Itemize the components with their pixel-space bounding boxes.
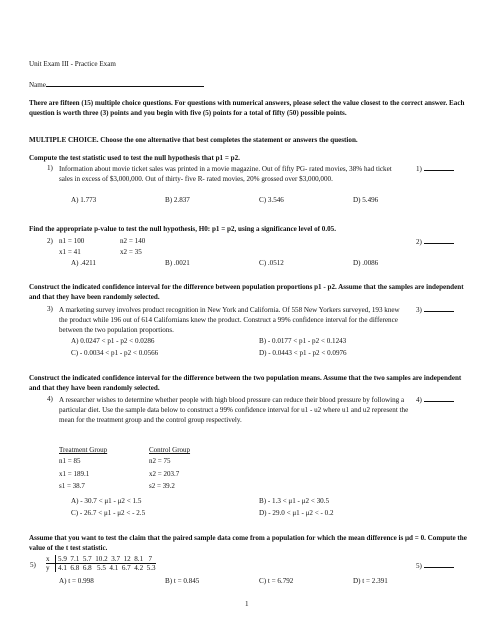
- q3-choice-d[interactable]: D) - 0.0443 < p1 - p2 < 0.0976: [259, 349, 347, 357]
- q2-choice-d[interactable]: D) .0086: [353, 259, 379, 267]
- table-row: [57, 465, 192, 478]
- q4-data-table: [57, 446, 192, 490]
- q5-paired-data: [46, 555, 156, 572]
- table-cell-s1: s1 = 38.7: [59, 482, 85, 490]
- name-label: Name: [29, 81, 46, 89]
- q4-answer-number: 4): [416, 396, 422, 404]
- exam-title: Unit Exam III - Practice Exam: [29, 60, 116, 68]
- section-3-heading: Construct the indicated confidence interval for the difference between population proportions p1 - p2. Assume that the samples are independent and that they have been randomly selected.: [29, 283, 464, 301]
- table-row: [57, 478, 192, 490]
- name-line: [29, 80, 204, 89]
- q3-answer-number: 3): [416, 306, 422, 314]
- q1-answer-blank[interactable]: [424, 164, 454, 171]
- q1-number: 1): [47, 164, 53, 172]
- section-5-heading: Assume that you want to test the claim that the paired sample data come from a population for which the mean difference is μd = 0. Compute the value of the t test statistic.: [29, 534, 467, 552]
- q5-answer-blank[interactable]: [424, 561, 454, 568]
- q2-answer-number: 2): [416, 238, 422, 246]
- q2-x1: x1 = 41: [59, 248, 81, 256]
- q3-choice-c[interactable]: C) - 0.0034 < p1 - p2 < 0.0566: [71, 349, 159, 357]
- q5-choice-c[interactable]: C) t = 6.792: [259, 577, 294, 585]
- table-header-row: [57, 446, 192, 454]
- q5-choice-a[interactable]: A) t = 0.998: [59, 577, 94, 585]
- q3-number: 3): [47, 305, 53, 313]
- q5-x-label: x: [46, 555, 56, 563]
- q4-answer-blank[interactable]: [424, 395, 454, 402]
- q4-choice-c[interactable]: C) - 26.7 < μ1 - μ2 < - 2.5: [71, 509, 146, 517]
- q1-choice-d[interactable]: D) 5.496: [353, 196, 379, 204]
- q4-choice-a[interactable]: A) - 30.7 < μ1 - μ2 < 1.5: [71, 497, 142, 505]
- q3-choice-b[interactable]: B) - 0.0177 < p1 - p2 < 0.1243: [259, 337, 347, 345]
- q2-answer-blank[interactable]: [424, 237, 454, 244]
- q5-y-row: [46, 564, 156, 572]
- name-field[interactable]: [46, 80, 204, 87]
- table-cell-n2: n2 = 75: [149, 457, 171, 465]
- q2-choice-a[interactable]: A) .4211: [71, 259, 96, 267]
- q1-text: Information about movie ticket sales was printed in a movie magazine. Out of fifty PG- rated movies, 38% had ticket sales in excess of $3,000,000. Out of thirty- five R- rated movies, 20% grossed over $3,000,000.: [59, 165, 392, 183]
- mc-instructions: MULTIPLE CHOICE. Choose the one alternative that best completes the statement or answers the question.: [29, 136, 358, 144]
- section-1-heading: Compute the test statistic used to test the null hypothesis that p1 = p2.: [29, 154, 240, 162]
- q2-number: 2): [47, 237, 53, 245]
- section-4-heading: Construct the indicated confidence interval for the difference between the two population means. Assume that the two samples are independent and that they have been randomly selected.: [29, 374, 462, 392]
- q5-choice-d[interactable]: D) t = 2.391: [353, 577, 388, 585]
- q4-choice-d[interactable]: D) - 29.0 < μ1 - μ2 < - 0.2: [259, 509, 334, 517]
- q1-choice-c[interactable]: C) 3.546: [259, 196, 284, 204]
- q4-number: 4): [47, 395, 53, 403]
- q4-choice-b[interactable]: B) - 1.3 < μ1 - μ2 < 30.5: [259, 497, 329, 505]
- q1-answer-number: 1): [416, 165, 422, 173]
- q2-choice-c[interactable]: C) .0512: [259, 259, 284, 267]
- intro-instructions: There are fifteen (15) multiple choice questions. For questions with numerical answers, please select the value closest to the correct answer. Each question is worth three (3) points and you begin with five (5) points for a total of fifty (50) possible points.: [29, 99, 465, 117]
- q1-choice-b[interactable]: B) 2.837: [165, 196, 190, 204]
- q2-x2: x2 = 35: [120, 248, 142, 256]
- q5-number: 5): [30, 561, 36, 569]
- q5-x-values: 5.9 7.1 5.7 10.2 3.7 12 8.1 7: [58, 555, 152, 563]
- q2-answer-slot[interactable]: [416, 237, 454, 246]
- table-cell-x1: x1 = 189.1: [59, 470, 90, 478]
- q3-answer-slot[interactable]: [416, 305, 454, 314]
- section-2-heading: Find the appropriate p-value to test the null hypothesis, H0: p1 = p2, using a significance level of 0.05.: [29, 225, 336, 233]
- q3-choice-a[interactable]: A) 0.0247 < p1 - p2 < 0.0286: [71, 337, 155, 345]
- q5-choice-b[interactable]: B) t = 0.845: [165, 577, 200, 585]
- q3-text: A marketing survey involves product recognition in New York and California. Of 558 New Yorkers surveyed, 193 knew the product while 196 out of 614 Californians knew the product. Construct a 99% confidence interval for the difference between the two population proportions.: [59, 306, 400, 334]
- q3-answer-blank[interactable]: [424, 305, 454, 312]
- q5-x-row: [46, 555, 156, 564]
- q1-choice-a[interactable]: A) 1.773: [71, 196, 97, 204]
- page-number: 1: [245, 600, 249, 608]
- q5-answer-slot[interactable]: [416, 561, 454, 570]
- table-header-treatment: Treatment Group: [59, 446, 108, 454]
- table-row: [57, 454, 192, 465]
- q4-text: A researcher wishes to determine whether people with high blood pressure can reduce their blood pressure by following a particular diet. Use the sample data below to construct a 99% confidence interval for u1 - u2 where u1 and u2 represent the mean for the treatment group and the control group respectively.: [59, 396, 409, 424]
- table-cell-n1: n1 = 85: [59, 457, 81, 465]
- table-cell-s2: s2 = 39.2: [149, 482, 175, 490]
- q2-n2: n2 = 140: [120, 237, 146, 245]
- q1-answer-slot[interactable]: [416, 164, 454, 173]
- q5-y-label: y: [46, 564, 56, 572]
- q4-answer-slot[interactable]: [416, 395, 454, 404]
- q2-n1: n1 = 100: [59, 237, 85, 245]
- table-cell-x2: x2 = 203.7: [149, 470, 180, 478]
- q2-choice-b[interactable]: B) .0021: [165, 259, 190, 267]
- q5-answer-number: 5): [416, 562, 422, 570]
- q5-y-values: 4.1 6.8 6.8 5.5 4.1 6.7 4.2 5.3: [58, 564, 156, 572]
- table-header-control: Control Group: [149, 446, 191, 454]
